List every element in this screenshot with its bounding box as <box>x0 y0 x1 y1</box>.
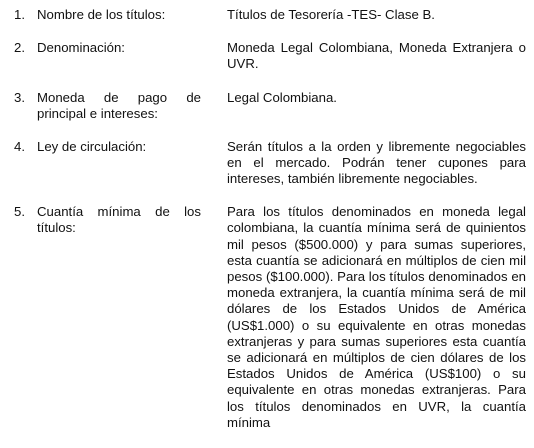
item-label: Denominación: <box>37 40 125 56</box>
item-value: Títulos de Tesorería -TES- Clase B. <box>227 7 435 22</box>
list-item <box>0 139 534 188</box>
list-item <box>0 40 534 72</box>
item-number: 3. <box>14 89 25 105</box>
document-body <box>0 7 534 448</box>
item-number: 1. <box>14 7 25 22</box>
list-item <box>0 7 534 23</box>
item-value: Para los títulos denominados en moneda legal colombiana, la cuantía mínima será de quinientos mil pesos ($500.000) y para sumas superiores, esta cuantía se adicionará en múltiplos de cien mil pesos ($100.000). Para los títulos denominados en moneda extranjera, la cuantía mínima será de mil dólares de los Estados Unidos de América (US$1.000) o su equivalente en otras monedas extranjeras y para sumas superiores esta cuantía se adicionará en múltiplos de cien dólares de los Estados Unidos de América (US$100) o su equivalente en otras monedas extranjeras. Para los títulos denominados en UVR, la cuantía mínima <box>227 204 526 430</box>
item-label: Moneda de pago de principal e intereses: <box>37 89 201 121</box>
item-number: 4. <box>14 138 25 154</box>
list-item <box>0 90 534 122</box>
list-item <box>0 204 534 431</box>
item-label: Ley de circulación: <box>37 138 147 154</box>
item-value: Legal Colombiana. <box>227 89 337 105</box>
item-number: 5. <box>14 204 25 220</box>
item-value: Moneda Legal Colombiana, Moneda Extranjera o UVR. <box>227 40 526 72</box>
item-value: Serán títulos a la orden y libremente negociables en el mercado. Podrán tener cupones para intereses, también libremente negociables. <box>227 138 526 187</box>
item-number: 2. <box>14 40 25 56</box>
item-label: Nombre de los títulos: <box>37 7 166 22</box>
item-label: Cuantía mínima de los títulos: <box>37 204 201 236</box>
